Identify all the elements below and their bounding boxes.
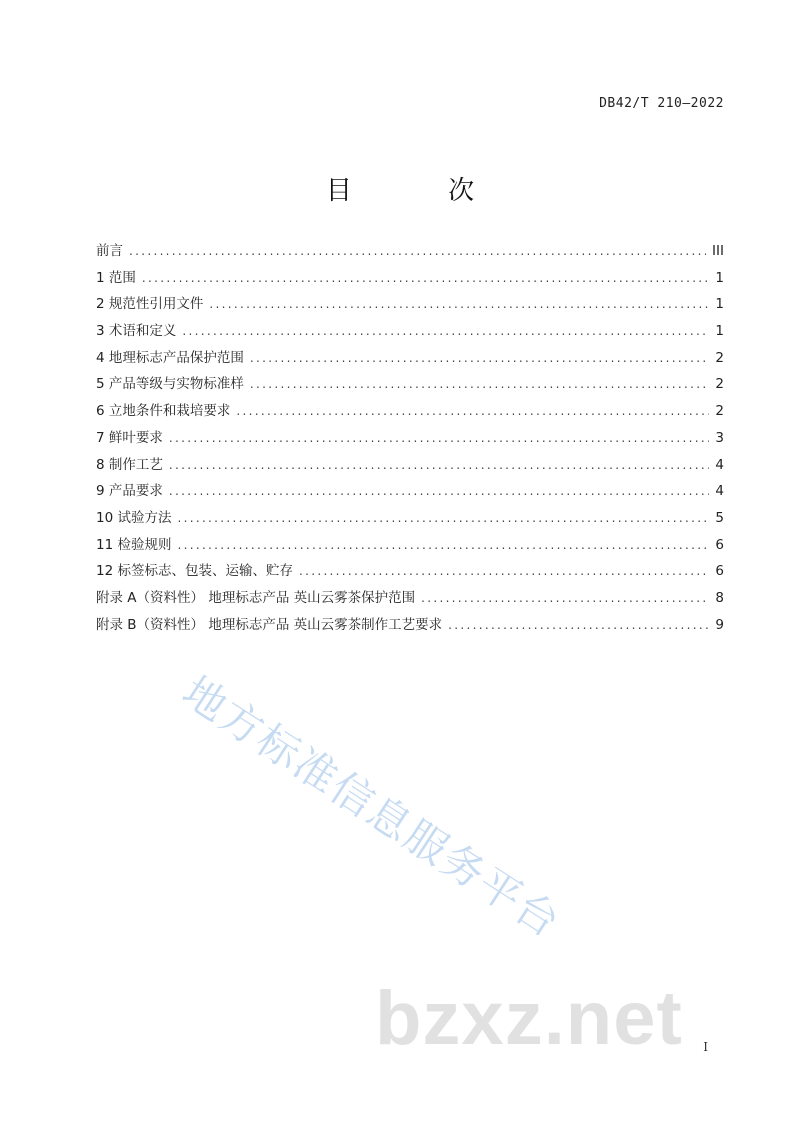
- toc-entry-label: 3 术语和定义: [96, 323, 177, 340]
- toc-leader-dots: [236, 404, 709, 418]
- toc-entry-6[interactable]: [96, 399, 724, 426]
- watermark-site-logo: bzxz.net: [375, 976, 683, 1061]
- toc-entry-page: 6: [715, 536, 724, 553]
- toc-leader-dots: [209, 297, 709, 311]
- toc-leader-dots: [182, 324, 709, 338]
- toc-entry-9[interactable]: [96, 479, 724, 506]
- toc-leader-dots: [250, 351, 710, 365]
- toc-entry-1[interactable]: [96, 266, 724, 293]
- toc-leader-dots: [169, 484, 710, 498]
- page-number: I: [703, 1040, 708, 1054]
- toc-leader-dots: [421, 591, 709, 605]
- toc-entry-page: 2: [715, 403, 724, 420]
- toc-entry-label: 前言: [96, 243, 123, 259]
- toc-entry-page: 1: [715, 323, 724, 340]
- toc-entry-11[interactable]: [96, 533, 724, 560]
- toc-leader-dots: [299, 564, 709, 578]
- toc-entry-page: 4: [715, 483, 724, 500]
- toc-entry-page: 6: [715, 563, 724, 580]
- toc-entry-page: 2: [715, 376, 724, 393]
- toc-entry-label: 2 规范性引用文件: [96, 296, 204, 313]
- toc-entry-page: 8: [715, 589, 724, 606]
- toc-entry-5[interactable]: [96, 372, 724, 399]
- toc-leader-dots: [129, 244, 706, 258]
- toc-leader-dots: [177, 538, 709, 552]
- toc-entry-10[interactable]: [96, 506, 724, 533]
- toc-leader-dots: [250, 377, 710, 391]
- toc-entry-label: 1 范围: [96, 269, 136, 286]
- toc-leader-dots: [448, 618, 709, 632]
- toc-entry-page: 9: [715, 616, 724, 633]
- toc-entry-appendix-a[interactable]: [96, 586, 724, 613]
- toc-entry-label: 4 地理标志产品保护范围: [96, 349, 244, 366]
- toc-entry-label: 6 立地条件和栽培要求: [96, 403, 231, 420]
- toc-entry-foreword[interactable]: [96, 239, 724, 266]
- toc-entry-page: 3: [715, 429, 724, 446]
- toc-entry-12[interactable]: [96, 559, 724, 586]
- toc-entry-page: 1: [715, 296, 724, 313]
- toc-leader-dots: [177, 511, 709, 525]
- table-of-contents: [96, 239, 724, 639]
- toc-leader-dots: [169, 431, 710, 445]
- toc-entry-label: 7 鲜叶要求: [96, 429, 163, 446]
- toc-entry-label: 12 标签标志、包装、运输、贮存: [96, 563, 293, 580]
- toc-title: 目 次: [325, 176, 519, 206]
- toc-entry-page: 5: [715, 509, 724, 526]
- toc-leader-dots: [169, 458, 710, 472]
- toc-entry-label: 附录 B（资料性） 地理标志产品 英山云雾茶制作工艺要求: [96, 616, 443, 633]
- toc-entry-label: 9 产品要求: [96, 483, 163, 500]
- toc-entry-4[interactable]: [96, 346, 724, 373]
- toc-entry-2[interactable]: [96, 292, 724, 319]
- toc-entry-label: 附录 A（资料性） 地理标志产品 英山云雾茶保护范围: [96, 589, 416, 606]
- toc-entry-label: 8 制作工艺: [96, 456, 163, 473]
- toc-entry-8[interactable]: [96, 453, 724, 480]
- toc-entry-page: 2: [715, 349, 724, 366]
- toc-entry-label: 11 检验规则: [96, 536, 172, 553]
- toc-entry-page: III: [712, 243, 724, 259]
- toc-entry-appendix-b[interactable]: [96, 613, 724, 640]
- toc-leader-dots: [142, 271, 710, 285]
- watermark-platform-text: 地方标准信息服务平台: [173, 666, 570, 948]
- document-code: DB42/T 210—2022: [599, 96, 724, 111]
- toc-entry-page: 1: [715, 269, 724, 286]
- toc-entry-label: 5 产品等级与实物标准样: [96, 376, 244, 393]
- toc-entry-7[interactable]: [96, 426, 724, 453]
- toc-entry-3[interactable]: [96, 319, 724, 346]
- toc-entry-label: 10 试验方法: [96, 509, 172, 526]
- toc-entry-page: 4: [715, 456, 724, 473]
